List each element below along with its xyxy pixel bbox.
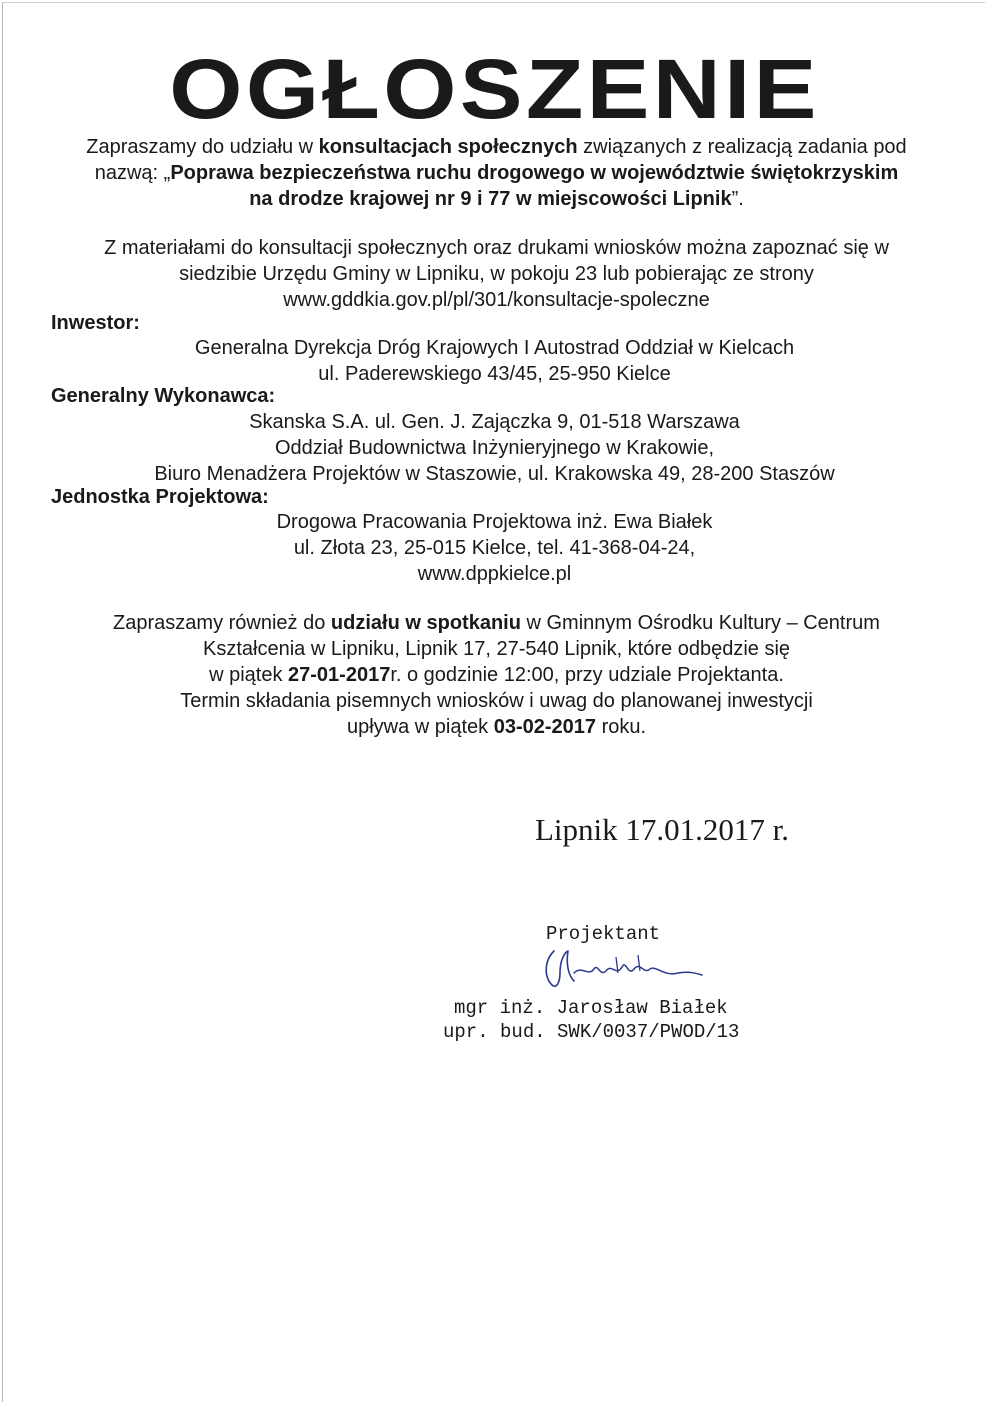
intro-line-2: nazwą: „Poprawa bezpieczeństwa ruchu drogowego w województwie świętokrzyskim: [94, 162, 899, 184]
contractor-heading: Generalny Wykonawca:: [51, 385, 276, 407]
signature-role: Projektant: [546, 923, 661, 945]
investor-line-2: ul. Paderewskiego 43/45, 25-950 Kielce: [318, 363, 671, 385]
design-unit-line-1: Drogowa Pracowania Projektowa inż. Ewa Białek: [276, 511, 713, 533]
contractor-details: [0, 409, 989, 487]
materials-line-1: Z materiałami do konsultacji społecznych oraz drukami wniosków można zapoznać się w: [104, 237, 889, 259]
handwritten-signature: [538, 943, 708, 993]
investor-line-1: Generalna Dyrekcja Dróg Krajowych I Autostrad Oddział w Kielcach: [194, 337, 795, 359]
investor-details: [0, 335, 989, 387]
notice-title: OGŁOSZENIE: [169, 42, 820, 136]
contractor-line-1: Skanska S.A. ul. Gen. J. Zajączka 9, 01-518 Warszawa: [249, 411, 740, 433]
meeting-line-1: Zapraszamy również do udziału w spotkaniu w Gminnym Ośrodku Kultury – Centrum: [113, 612, 880, 634]
materials-paragraph: [40, 235, 953, 313]
contractor-line-2: Oddział Budownictwa Inżynieryjnego w Krakowie,: [274, 437, 715, 459]
materials-line-2: siedzibie Urzędu Gminy w Lipniku, w pokoju 23 lub pobierając ze strony: [179, 263, 814, 285]
meeting-line-2: Kształcenia w Lipniku, Lipnik 17, 27-540 Lipnik, które odbędzie się: [202, 638, 791, 660]
contractor-line-3: Biuro Menadżera Projektów w Staszowie, ul. Krakowska 49, 28-200 Staszów: [154, 463, 835, 485]
design-unit-line-2: ul. Złota 23, 25-015 Kielce, tel. 41-368-04-24,: [293, 537, 696, 559]
materials-url: www.gddkia.gov.pl/pl/301/konsultacje-spoleczne: [283, 289, 710, 311]
meeting-paragraph: [40, 610, 953, 740]
investor-heading: Inwestor:: [51, 312, 140, 334]
signatory-license: upr. bud. SWK/0037/PWOD/13: [443, 1021, 740, 1043]
intro-line-3: na drodze krajowej nr 9 i 77 w miejscowości Lipnik”.: [249, 188, 744, 210]
design-unit-heading: Jednostka Projektowa:: [51, 486, 269, 508]
design-unit-details: [0, 509, 989, 587]
signatory-name: mgr inż. Jarosław Białek: [454, 997, 728, 1019]
intro-line-1: Zapraszamy do udziału w konsultacjach społecznych związanych z realizacją zadania pod: [86, 136, 907, 158]
meeting-line-3: w piątek 27-01-2017r. o godzinie 12:00, przy udziale Projektanta.: [209, 664, 784, 686]
design-unit-url: www.dppkielce.pl: [417, 563, 572, 585]
place-date: Lipnik 17.01.2017 r.: [535, 812, 790, 847]
intro-paragraph: [40, 134, 953, 212]
meeting-line-5: upływa w piątek 03-02-2017 roku.: [346, 716, 647, 738]
meeting-line-4: Termin składania pisemnych wniosków i uwag do planowanej inwestycji: [180, 690, 813, 712]
